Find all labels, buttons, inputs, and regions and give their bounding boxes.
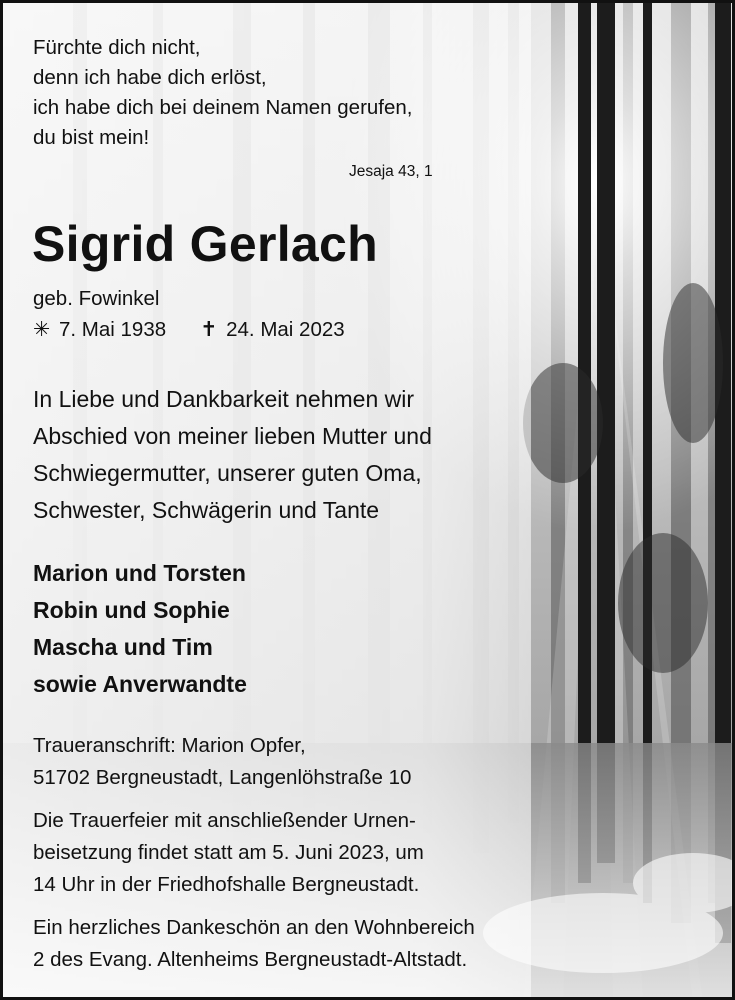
mourning-address (33, 730, 411, 794)
farewell-line: Schwester, Schwägerin und Tante (33, 497, 380, 523)
obituary-content (3, 3, 735, 1000)
death-cross-icon: ✝ (200, 318, 218, 341)
farewell-line: Schwiegermutter, unserer guten Oma, (33, 460, 422, 486)
verse-line: denn ich habe dich erlöst, (33, 66, 267, 89)
verse-line: du bist mein! (33, 126, 150, 149)
life-dates (33, 317, 345, 342)
farewell-line: In Liebe und Dankbarkeit nehmen wir (33, 386, 415, 412)
farewell-text (33, 381, 432, 529)
mourner-line: sowie Anverwandte (33, 671, 247, 697)
address-line: 51702 Bergneustadt, Langenlöhstraße 10 (33, 766, 412, 789)
death-date: 24. Mai 2023 (226, 318, 345, 341)
mourner-line: Robin und Sophie (33, 597, 230, 623)
mourner-line: Mascha und Tim (33, 634, 213, 660)
ceremony-line: beisetzung findet statt am 5. Juni 2023, um (33, 841, 424, 864)
farewell-line: Abschied von meiner lieben Mutter und (33, 423, 432, 449)
mourners-list (33, 555, 247, 703)
verse-reference: Jesaja 43, 1 (349, 163, 433, 180)
ceremony-info (33, 805, 424, 901)
verse-line: Fürchte dich nicht, (33, 36, 201, 59)
birth-star-icon: ✳ (33, 318, 51, 341)
ceremony-line: 14 Uhr in der Friedhofshalle Bergneustadt. (33, 873, 420, 896)
verse-line: ich habe dich bei deinem Namen gerufen, (33, 96, 413, 119)
deceased-name: Sigrid Gerlach (32, 216, 378, 272)
birth-date: 7. Mai 1938 (59, 318, 167, 341)
mourner-line: Marion und Torsten (33, 560, 246, 586)
ceremony-line: Die Trauerfeier mit anschließender Urnen- (33, 809, 416, 832)
maiden-name: geb. Fowinkel (33, 287, 160, 310)
bible-verse (33, 33, 413, 153)
address-line: Traueranschrift: Marion Opfer, (33, 734, 306, 757)
thanks-line: Ein herzliches Dankeschön an den Wohnbereich (33, 916, 475, 939)
thanks-line: 2 des Evang. Altenheims Bergneustadt-Altstadt. (33, 948, 468, 971)
thanks-note (33, 912, 475, 976)
